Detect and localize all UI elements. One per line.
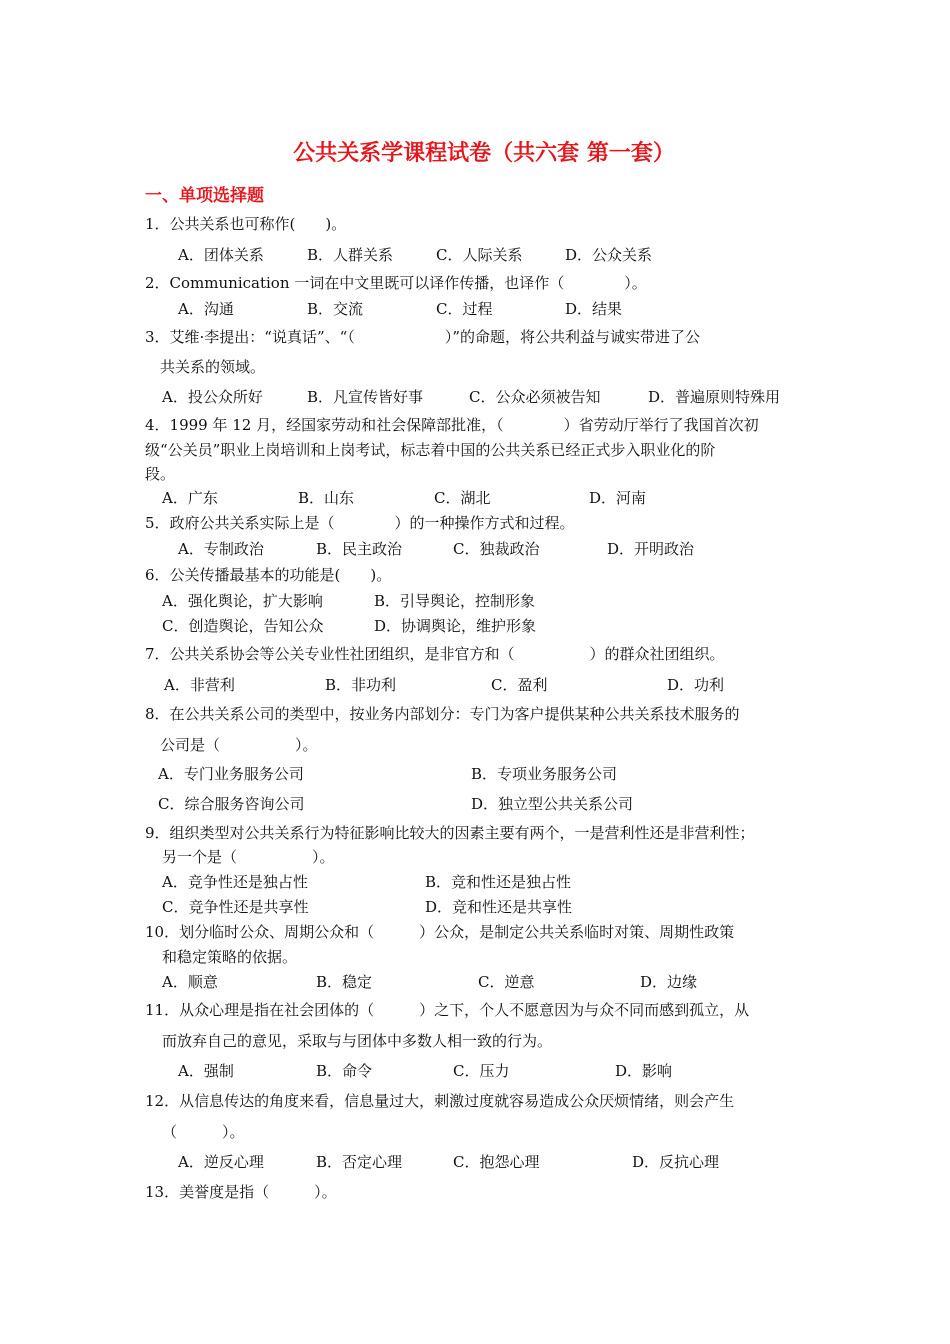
section-heading: 一、单项选择题 — [145, 186, 264, 206]
question-2-option-b: B．交流 — [307, 300, 364, 318]
question-7-option-d: D．功利 — [667, 676, 725, 694]
question-9-stem-cont: 另一个是（ ）。 — [162, 848, 335, 866]
question-1-option-b: B．人群关系 — [307, 246, 394, 264]
question-2-option-d: D．结果 — [565, 300, 623, 318]
question-1-option-c: C．人际关系 — [436, 246, 523, 264]
question-4-stem-cont-2: 段。 — [145, 465, 176, 483]
question-5-option-b: B．民主政治 — [316, 540, 403, 558]
question-6-option-a: A．强化舆论，扩大影响 — [162, 592, 323, 610]
question-7-option-b: B．非功利 — [325, 676, 397, 694]
question-4-option-d: D．河南 — [589, 489, 647, 507]
question-7-stem: 7．公共关系协会等公关专业性社团组织，是非官方和（ ）的群众社团组织。 — [145, 645, 725, 663]
question-8-option-c: C．综合服务咨询公司 — [158, 795, 305, 813]
question-11-option-c: C．压力 — [453, 1062, 510, 1080]
question-6-option-d: D．协调舆论，维护形象 — [374, 617, 537, 635]
question-3-option-d: D．普遍原则特殊用 — [648, 388, 781, 406]
question-10-stem-cont: 和稳定策略的依据。 — [162, 948, 298, 966]
question-8-option-a: A．专门业务服务公司 — [158, 765, 304, 783]
question-6-stem: 6．公关传播最基本的功能是( )。 — [145, 566, 392, 584]
question-10-option-a: A．顺意 — [162, 973, 218, 991]
question-1-stem: 1．公共关系也可称作( )。 — [145, 215, 347, 233]
question-12-option-d: D．反抗心理 — [632, 1153, 720, 1171]
question-1-option-d: D．公众关系 — [565, 246, 653, 264]
question-9-option-c: C．竞争性还是共享性 — [162, 898, 309, 916]
question-9-option-d: D．竞和性还是共享性 — [425, 898, 573, 916]
question-1-option-a: A．团体关系 — [178, 246, 264, 264]
question-4-stem-cont: 级“公关员”职业上岗培训和上岗考试，标志着中国的公共关系已经正式步入职业化的阶 — [145, 441, 716, 459]
question-6-option-b: B．引导舆论，控制形象 — [374, 592, 536, 610]
question-11-option-a: A．强制 — [178, 1062, 234, 1080]
question-5-option-c: C．独裁政治 — [453, 540, 540, 558]
question-11-stem: 11．从众心理是指在社会团体的（ ）之下，个人不愿意因为与众不同而感到孤立，从 — [145, 1001, 750, 1019]
question-4-option-c: C．湖北 — [434, 489, 491, 507]
question-9-option-a: A．竞争性还是独占性 — [162, 873, 308, 891]
question-7-option-a: A．非营利 — [164, 676, 235, 694]
question-12-option-a: A．逆反心理 — [178, 1153, 264, 1171]
question-2-stem: 2．Communication 一词在中文里既可以译作传播，也译作（ ）。 — [145, 274, 647, 292]
question-7-option-c: C．盈利 — [491, 676, 548, 694]
question-4-option-a: A．广东 — [162, 489, 218, 507]
question-10-option-c: C．逆意 — [478, 973, 535, 991]
question-5-option-d: D．开明政治 — [607, 540, 695, 558]
question-9-stem: 9．组织类型对公共关系行为特征影响比较大的因素主要有两个，一是营利性还是非营利性； — [145, 824, 755, 842]
question-10-option-b: B．稳定 — [316, 973, 373, 991]
question-8-option-d: D．独立型公共关系公司 — [471, 795, 634, 813]
question-11-option-b: B．命令 — [316, 1062, 373, 1080]
question-13-stem: 13．美誉度是指（ ）。 — [145, 1183, 337, 1201]
question-10-stem: 10．划分临时公众、周期公众和（ ）公众，是制定公共关系临时对策、周期性政策 — [145, 923, 735, 941]
question-12-stem: 12．从信息传达的角度来看，信息量过大，刺激过度就容易造成公众厌烦情绪，则会产生 — [145, 1092, 735, 1110]
question-3-option-b: B．凡宣传皆好事 — [307, 388, 424, 406]
question-6-option-c: C．创造舆论，告知公众 — [162, 617, 324, 635]
question-3-stem-cont: 共关系的领域。 — [160, 358, 266, 376]
question-3-stem: 3．艾维·李提出：“说真话”、“（ ）”的命题，将公共利益与诚实带进了公 — [145, 328, 700, 346]
question-8-stem-cont: 公司是（ ）。 — [160, 736, 318, 754]
question-3-option-a: A．投公众所好 — [162, 388, 263, 406]
question-11-option-d: D．影响 — [615, 1062, 673, 1080]
page-title: 公共关系学课程试卷（共六套 第一套） — [293, 140, 675, 166]
question-12-option-c: C．抱怨心理 — [453, 1153, 540, 1171]
question-5-stem: 5．政府公共关系实际上是（ ）的一种操作方式和过程。 — [145, 514, 575, 532]
question-9-option-b: B．竞和性还是独占性 — [425, 873, 572, 891]
question-11-stem-cont: 而放弃自己的意见，采取与与团体中多数人相一致的行为。 — [162, 1032, 553, 1050]
question-10-option-d: D．边缘 — [640, 973, 698, 991]
question-2-option-a: A．沟通 — [178, 300, 234, 318]
question-3-option-c: C．公众必须被告知 — [469, 388, 601, 406]
question-8-stem: 8．在公共关系公司的类型中，按业务内部划分：专门为客户提供某种公共关系技术服务的 — [145, 705, 740, 723]
question-4-option-b: B．山东 — [298, 489, 355, 507]
question-12-stem-cont: （ ）。 — [162, 1123, 245, 1141]
question-5-option-a: A．专制政治 — [178, 540, 264, 558]
question-8-option-b: B．专项业务服务公司 — [471, 765, 618, 783]
question-12-option-b: B．否定心理 — [316, 1153, 403, 1171]
question-2-option-c: C．过程 — [436, 300, 493, 318]
question-4-stem: 4．1999 年 12 月，经国家劳动和社会保障部批准，（ ）省劳动厅举行了我国首次初 — [145, 416, 759, 434]
